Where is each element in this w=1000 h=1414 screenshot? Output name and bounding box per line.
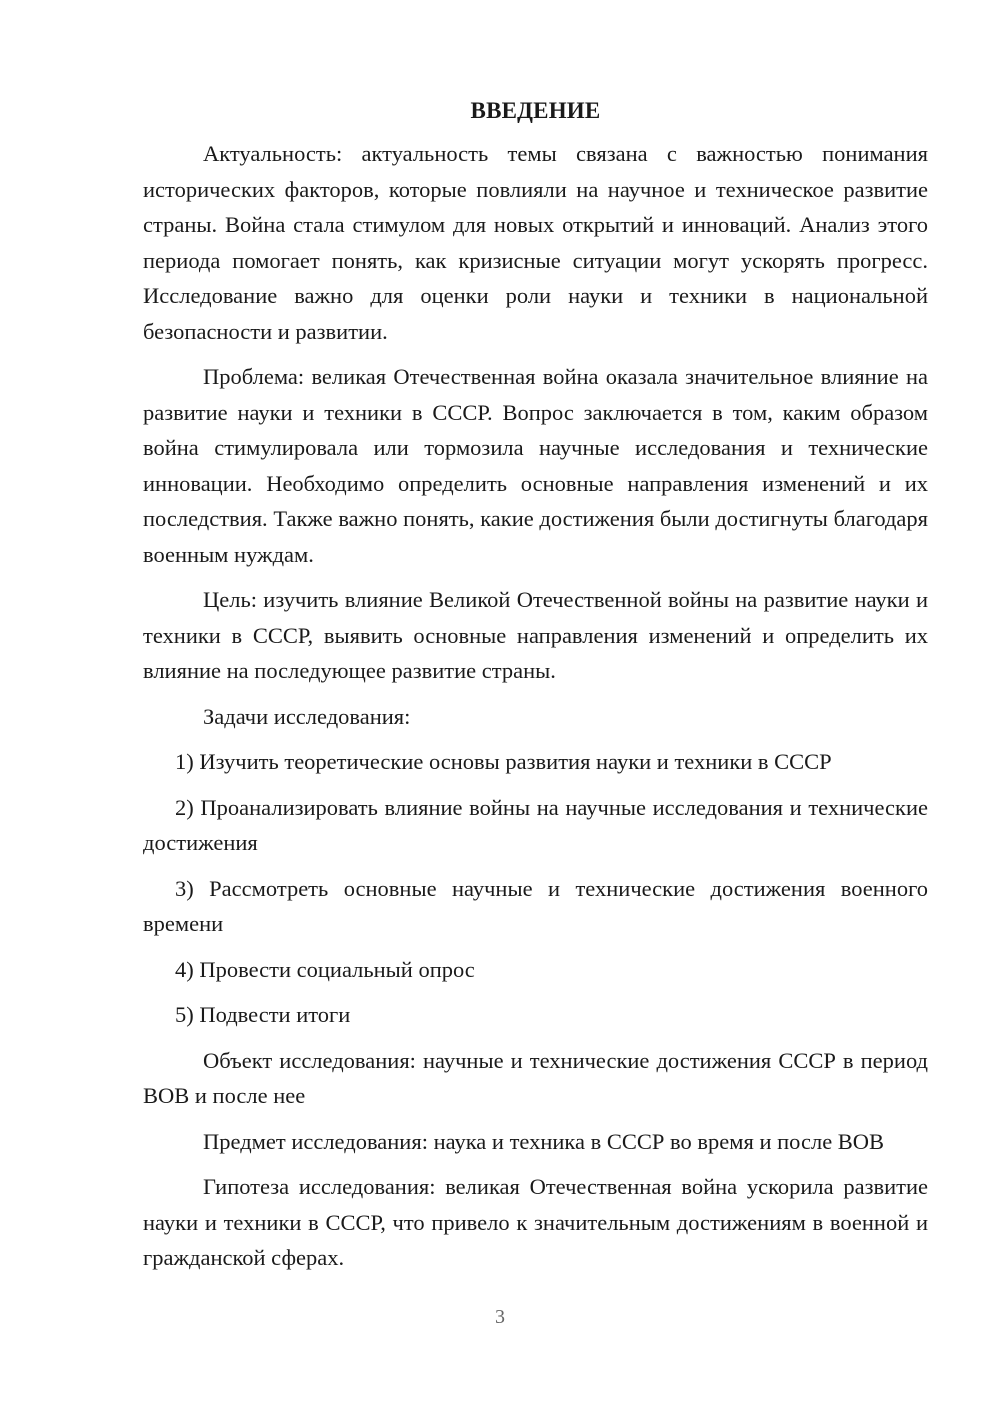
task-item-1: 1) Изучить теоретические основы развития науки и техники в СССР [175, 749, 832, 774]
tasks-heading: Задачи исследования: [203, 703, 411, 729]
task-item-5: 5) Подвести итоги [175, 1002, 351, 1027]
task-item-2: 2) Проанализировать влияние войны на научные исследования и технические достижения [143, 794, 928, 855]
task-item-3: 3) Рассмотреть основные научные и технические достижения военного времени [143, 875, 928, 936]
paragraph-object: Объект исследования: научные и технические достижения СССР в период ВОВ и после нее [143, 1047, 928, 1108]
document-page [143, 96, 928, 1276]
section-title: ВВЕДЕНИЕ [470, 98, 601, 123]
paragraph-subject: Предмет исследования: наука и техника в СССР во время и после ВОВ [203, 1128, 885, 1154]
paragraph-hypothesis: Гипотеза исследования: великая Отечественная война ускорила развитие науки и техники в СССР, что привело к значительным достижениям в военной и гражданской сферах. [143, 1174, 928, 1270]
paragraph-relevance: Актуальность: актуальность темы связана с важностью понимания исторических факторов, которые повлияли на научное и техническое развитие страны. Война стала стимулом для новых открытий и инноваций. Анализ этого периода помогает понять, как кризисные ситуации могут ускорять прогресс. Исследование важно для оценки роли науки и техники в национальной безопасности и развитии. [143, 141, 928, 344]
page-number: 3 [495, 1306, 505, 1328]
paragraph-goal: Цель: изучить влияние Великой Отечественной войны на развитие науки и техники в СССР, выявить основные направления изменений и определить их влияние на последующее развитие страны. [143, 587, 928, 683]
paragraph-problem: Проблема: великая Отечественная война оказала значительное влияние на развитие науки и техники в СССР. Вопрос заключается в том, каким образом война стимулировала или тормозила научные исследования и технические инновации. Необходимо определить основные направления изменений и их последствия. Также важно понять, какие достижения были достигнуты благодаря военным нуждам. [143, 364, 928, 567]
task-item-4: 4) Провести социальный опрос [175, 956, 475, 982]
